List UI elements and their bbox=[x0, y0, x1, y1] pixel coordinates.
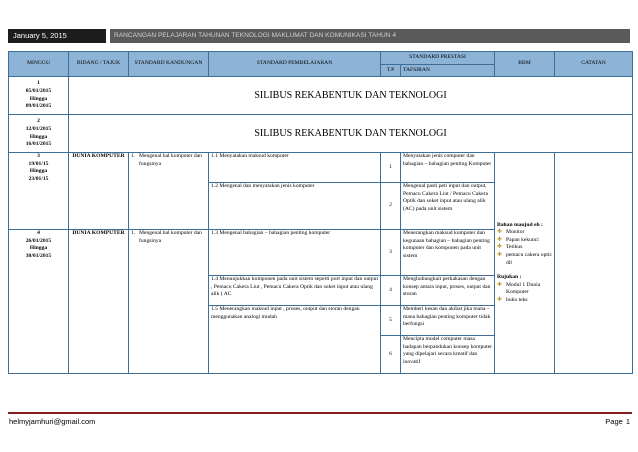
week-start: 26/01/2015 bbox=[25, 237, 52, 244]
week-number: 3 bbox=[37, 153, 40, 159]
bbm-item: Monitor bbox=[506, 229, 525, 236]
col-bbm: BBM bbox=[495, 52, 555, 77]
col-standard-prestasi: STANDARD PRESTASI bbox=[381, 52, 495, 65]
week-cell bbox=[9, 230, 69, 374]
bidang-cell: DUNIA KOMPUTER bbox=[69, 230, 129, 374]
bbm-cell bbox=[495, 153, 555, 374]
rujukan-item: buku teks bbox=[506, 296, 528, 303]
bahan-label: Bahan bbox=[497, 221, 513, 228]
tp-cell: 1 bbox=[381, 153, 401, 183]
sp-cell: 1.3 Mengenal bahagian – bahagian penting komputer bbox=[209, 230, 381, 276]
week-start: 12/01/2015 bbox=[25, 125, 52, 132]
standard-kandungan-cell bbox=[129, 230, 209, 374]
standard-kandungan-cell bbox=[129, 153, 209, 230]
week-cell bbox=[9, 77, 69, 115]
tafsiran-cell: Menyatakan jenis computer dan bahagian – bahagian penting Komputer bbox=[401, 153, 495, 183]
bbm-item: Papan kekunci bbox=[506, 236, 539, 243]
silibus-banner: SILIBUS REKABENTUK DAN TEKNOLOGI bbox=[69, 77, 633, 115]
week-end: 16/01/2015 bbox=[25, 141, 52, 148]
page-label: Page bbox=[605, 417, 623, 426]
sp-cell: 1.2 Mengenal dan menyatakan jenis komputer bbox=[209, 183, 381, 230]
sk-text: Mengenal hal komputer dan fungsinya bbox=[139, 153, 202, 167]
bullet-icon: ✚ bbox=[497, 244, 503, 251]
week-hingga: Hingga bbox=[29, 245, 48, 252]
sk-number: 1. bbox=[131, 153, 136, 159]
col-bidang: BIDANG / TAJUK bbox=[69, 52, 129, 77]
page-number: 1 bbox=[625, 417, 630, 426]
week-number: 1 bbox=[37, 80, 40, 87]
header-title: RANCANGAN PELAJARAN TAHUNAN TEKNOLOGI MAKLUMAT DAN KOMUNIKASI TAHUN 4 bbox=[110, 29, 630, 43]
rujukan-item: Modul 1 Dunia Komputer bbox=[506, 281, 541, 296]
week-start: 19/01/15 bbox=[28, 160, 49, 167]
col-tp: T.P bbox=[381, 65, 401, 77]
week-cell bbox=[9, 115, 69, 153]
bidang-cell: DUNIA KOMPUTER bbox=[69, 153, 129, 230]
header-date: January 5, 2015 bbox=[8, 29, 106, 43]
week-end: 23/01/15 bbox=[28, 175, 49, 182]
col-standard-pembelajaran: STANDARD PEMBELAJARAN bbox=[209, 52, 381, 77]
bullet-icon: ✚ bbox=[497, 281, 503, 288]
footer-rule bbox=[8, 412, 632, 414]
sk-text: Mengenal hal komputer dan fungsinya bbox=[139, 230, 202, 244]
col-catatan: CATATAN bbox=[555, 52, 633, 77]
footer-email: helmyjamhuri@gmail.com bbox=[9, 417, 96, 426]
catatan-cell bbox=[555, 153, 633, 374]
week-hingga: Hingga bbox=[29, 95, 48, 102]
bullet-icon: ✚ bbox=[497, 296, 503, 303]
tp-cell: 3 bbox=[381, 230, 401, 276]
footer-page bbox=[602, 417, 630, 426]
sp-cell: 1.4 Menunjukkan komponen pada unit sistem seperti port input dan output , Pemacu Cakera Liut , Pemacu Cakera Optik dan soket input atau ulang alik ( AC bbox=[209, 276, 381, 306]
rujukan-label: Rujukan : bbox=[497, 274, 522, 281]
week-hingga: Hingga bbox=[29, 168, 48, 175]
tp-cell: 5 bbox=[381, 306, 401, 336]
week-hingga: Hingga bbox=[29, 133, 48, 140]
bullet-icon: ✚ bbox=[497, 236, 503, 243]
col-tafsiran: TAFSIRAN bbox=[401, 65, 495, 77]
tafsiran-cell: Menghubungkait perkakasan dengan konsep antara input, proses, output dan storan bbox=[401, 276, 495, 306]
tafsiran-cell: Memberi kesan dan akibat jika mana – mana bahagian penting komputer tidak berfungsi bbox=[401, 306, 495, 336]
week-number: 2 bbox=[37, 118, 40, 125]
tp-cell: 4 bbox=[381, 276, 401, 306]
sp-cell: 1.5 Menerangkan maksud input , proses, output dan storan dengan menggunakan analogi mudah bbox=[209, 306, 381, 374]
tafsiran-cell: Menerangkan maksud komputer dan kegunaan bahagian – bahagian penting komputer dan komponen pada unit sistem bbox=[401, 230, 495, 276]
tp-cell: 6 bbox=[381, 336, 401, 374]
week-end: 09/01/2015 bbox=[25, 103, 52, 110]
tafsiran-cell: Mencipta model computer masa hadapan berpandukan konsep komputer yang dipelajari secara kreatif dan inovatif bbox=[401, 336, 495, 374]
rpt-table bbox=[8, 51, 633, 374]
col-standard-kandungan: STANDARD KANDUNGAN bbox=[129, 52, 209, 77]
bullet-icon: ✚ bbox=[497, 251, 503, 258]
silibus-banner: SILIBUS REKABENTUK DAN TEKNOLOGI bbox=[69, 115, 633, 153]
col-minggu: MINGGU bbox=[9, 52, 69, 77]
tafsiran-cell: Mengenal pasti peti input dan output, Pemacu Cakera Liut / Pemacu Cakera Optik dan soket input atau ulang alik (AC) pada unit sistem bbox=[401, 183, 495, 230]
sp-cell: 1.1 Menyatakan maksud komputer bbox=[209, 153, 381, 183]
week-end: 30/01/2015 bbox=[25, 252, 52, 259]
week-number: 4 bbox=[37, 230, 40, 236]
bbm-item: pemacu cakera optic dll bbox=[506, 251, 552, 266]
bbm-item: Tetikus bbox=[506, 244, 523, 251]
bahan-suffix: maujud eh : bbox=[513, 221, 543, 228]
sk-number: 1. bbox=[131, 230, 136, 236]
tp-cell: 2 bbox=[381, 183, 401, 230]
week-start: 05/01/2015 bbox=[25, 87, 52, 94]
bullet-icon: ✚ bbox=[497, 229, 503, 236]
week-cell bbox=[9, 153, 69, 230]
